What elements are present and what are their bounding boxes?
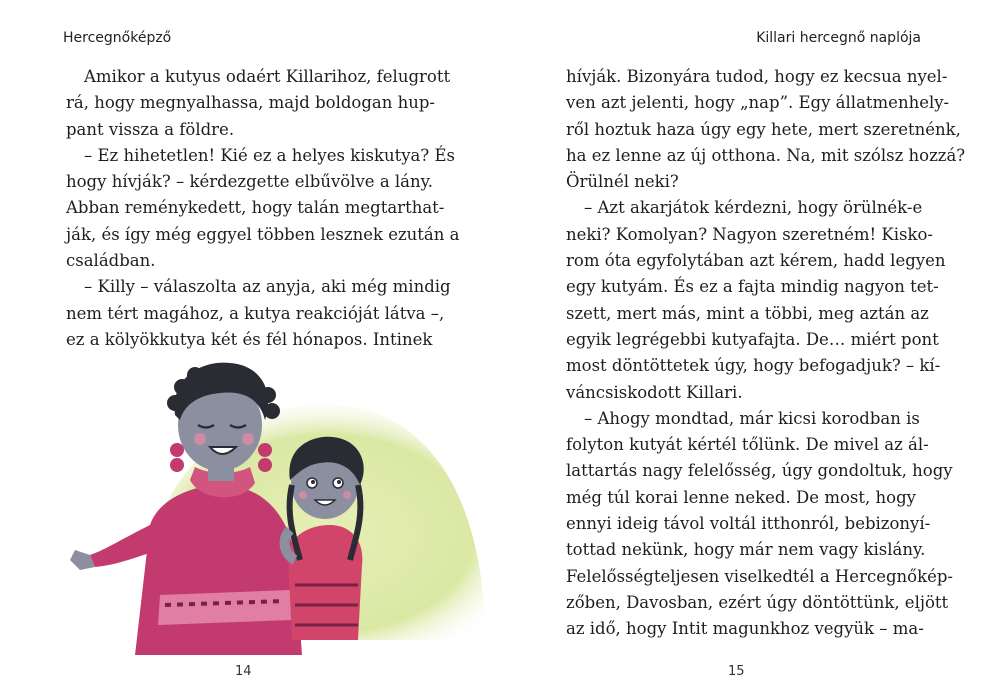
text-line: Amikor a kutyus odaért Killarihoz, felugrott [84, 67, 451, 86]
running-head-right: Killari hercegnő naplója [756, 30, 921, 46]
text-line: egy kutyám. És ez a fajta mindig nagyon tet- [566, 277, 939, 297]
text-line: pant vissza a földre. [66, 119, 235, 139]
text-line: rá, hogy megnyalhassa, majd boldogan hup- [66, 93, 436, 113]
daughter-figure [285, 437, 364, 640]
right-page [500, 0, 1000, 699]
text-line: rom óta egyfolytában azt kérem, hadd legyen [566, 251, 946, 271]
text-line: ez a kölyökkutya két és fél hónapos. Intinek [66, 329, 433, 349]
text-line: ha ez lenne az új otthona. Na, mit szólsz hozzá? [566, 145, 966, 165]
text-line: – Killy – válaszolta az anyja, aki még mindig [84, 277, 451, 297]
text-line: zőben, Davosban, ezért úgy döntöttünk, eljött [566, 592, 949, 612]
page-number-left: 14 [235, 664, 252, 679]
text-line: neki? Komolyan? Nagyon szeretném! Kisko- [566, 224, 933, 244]
text-line: nem tért magához, a kutya reakcióját látva –, [66, 303, 445, 323]
text-line: még túl korai lenne neked. De most, hogy [566, 487, 916, 507]
text-line: most döntöttetek úgy, hogy befogadjuk? – kí- [566, 356, 941, 376]
text-line: váncsiskodott Killari. [566, 382, 743, 402]
text-line: – Ahogy mondtad, már kicsi korodban is [584, 408, 920, 428]
text-line: – Ez hihetetlen! Kié ez a helyes kiskutya? És [84, 145, 455, 165]
text-line: hogy hívják? – kérdezgette elbűvölve a lány. [66, 172, 434, 192]
text-line: ven azt jelenti, hogy „nap”. Egy állatmenhely- [566, 93, 950, 113]
mother-figure [70, 363, 302, 655]
text-line: ják, és így még eggyel többen lesznek ezután a [66, 224, 460, 244]
text-line: Felelősségteljesen viselkedtél a Hercegnőkép- [566, 566, 953, 586]
text-line: egyik legrégebbi kutyafajta. De… miért pont [566, 329, 939, 349]
text-line: szett, mert más, mint a többi, meg aztán az [566, 303, 929, 323]
text-line: tottad nekünk, hogy már nem vagy kislány. [566, 540, 926, 560]
text-line: az idő, hogy Intit magunkhoz vegyük – ma- [566, 619, 924, 639]
running-head-left: Hercegnőképző [63, 30, 172, 46]
mother-daughter-illustration [40, 355, 490, 655]
text-line: – Azt akarjátok kérdezni, hogy örülnék-e [584, 198, 923, 218]
page-number-right: 15 [728, 664, 745, 679]
text-line: lattartás nagy felelősség, úgy gondoltuk, hogy [566, 461, 953, 481]
text-line: Örülnél neki? [566, 172, 679, 192]
right-page-text [566, 64, 966, 643]
text-line: ennyi ideig távol voltál itthonról, bebizonyí- [566, 514, 931, 534]
text-line: folyton kutyát kértél tőlünk. De mivel az ál- [566, 435, 929, 455]
text-line: családban. [66, 251, 156, 271]
text-line: ről hoztuk haza úgy egy hete, mert szeretnénk, [566, 119, 961, 139]
text-line: Abban reménykedett, hogy talán megtarthat- [66, 198, 445, 218]
text-line: hívják. Bizonyára tudod, hogy ez kecsua nyel- [566, 67, 948, 86]
left-page-text [66, 64, 460, 353]
